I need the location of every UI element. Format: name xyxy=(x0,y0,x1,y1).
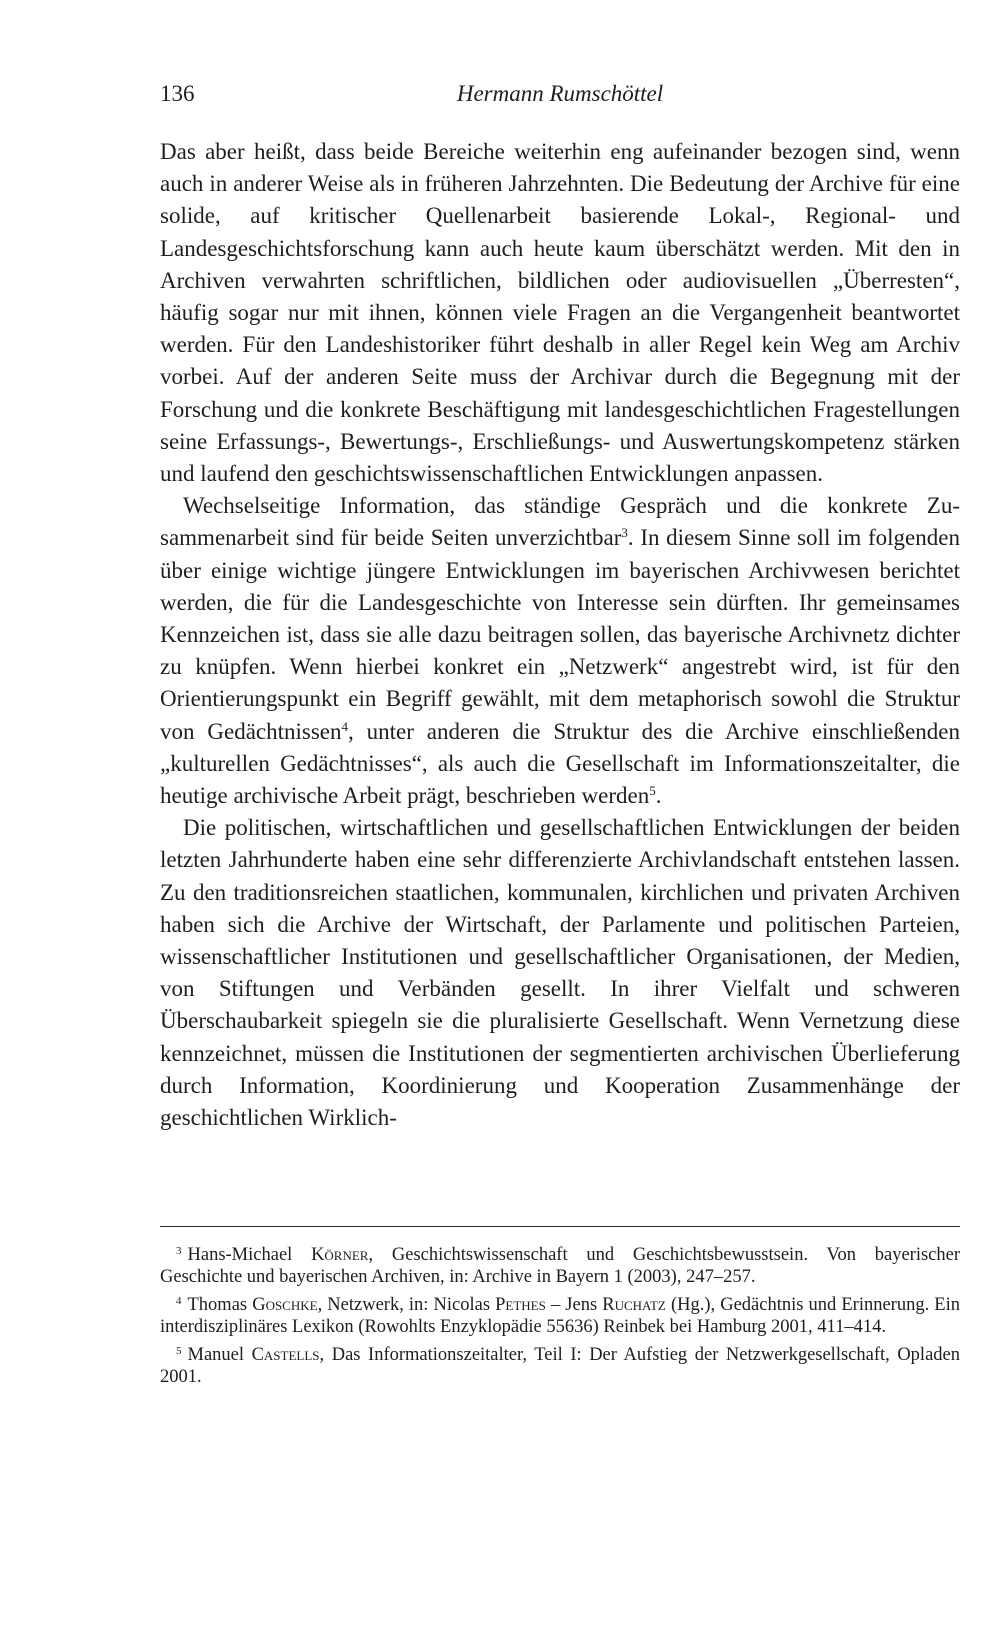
footnote-text: (Hg.), Gedächtnis und Erinnerung. Ein interdisziplinäres Lexikon (Rowohlts Enzyklopädie 55636) Reinbek bei Hamburg 2001, 411–414. xyxy=(160,1295,960,1337)
body-text xyxy=(160,136,960,1134)
page-header xyxy=(160,74,960,114)
footnote-text: Thomas xyxy=(187,1295,253,1315)
footnote-4 xyxy=(160,1290,960,1338)
footnote-author: Goschke xyxy=(252,1295,318,1315)
footnote-ref-3[interactable]: 3 xyxy=(621,525,628,541)
footnote-5 xyxy=(160,1340,960,1388)
paragraph-2-text-b: . In diesem Sinne soll im folgenden über einige wichtige jüngere Entwicklungen im bayerischen Archivwesen berichtet werden, die für die Landesgeschichte von Interesse sein dürften. Ihr gemeinsames Kennzeichen ist, dass sie alle dazu beitragen sollen, das bayerische Archivnetz dichter zu knüpfen. Wenn hierbei konkret ein „Netzwerk“ angestrebt wird, ist für den Orientierungspunkt ein Begriff gewählt, mit dem metaphorisch sowohl die Struktur von Gedächtnissen xyxy=(160,525,960,744)
footnote-ref-4[interactable]: 4 xyxy=(341,718,348,734)
footnote-mark: 4 xyxy=(176,1295,182,1307)
paragraph-2-text-d: . xyxy=(655,783,662,809)
footnote-author: Pethes xyxy=(495,1295,546,1315)
paragraph-1: Das aber heißt, dass beide Bereiche weiterhin eng aufeinander bezogen sind, wenn auch in anderer Weise als in früheren Jahrzehnten. Die Bedeutung der Archive für eine solide, auf kritischer Quellenarbeit basierende Lokal-, Regional- und Landesgeschichtsforschung kann auch heute kaum überschätzt werden. Mit den in Archiven verwahrten schriftlichen, bildlichen oder audiovisuellen „Überresten“, häufig sogar nur mit ihnen, können viele Fragen an die Vergangenheit beantwortet werden. Für den Landeshistoriker führt deshalb in aller Regel kein Weg am Archiv vorbei. Auf der anderen Seite muss der Archivar durch die Begegnung mit der Forschung und die konkrete Beschäftigung mit landesgeschichtlichen Fragestellungen seine Erfassungs-, Bewertungs-, Erschließungs- und Auswertungskompetenz stärken und laufend den geschichtswissenschaftlichen Entwicklungen anpassen. xyxy=(160,139,960,487)
footnote-3 xyxy=(160,1240,960,1288)
footnote-text: , Geschichtswissenschaft und Geschichtsbewusstsein. Von bayerischer Geschichte und bayerischen Archiven, in: Archive in Bayern 1 (2003), 247–257. xyxy=(160,1245,960,1287)
footnote-text: , Das Informationszeitalter, Teil I: Der Aufstieg der Netzwerkgesellschaft, Opladen 2001. xyxy=(160,1345,960,1387)
footnote-text: , Netzwerk, in: Nicolas xyxy=(317,1295,496,1315)
running-head: Hermann Rumschöttel xyxy=(456,81,664,106)
footnote-mark: 3 xyxy=(176,1245,182,1257)
paragraph-2-text-a: Wechselseitige Information, das ständige Gespräch und die konkrete Zusammenarbeit sind für beide Seiten unverzichtbar xyxy=(160,493,960,551)
paragraph-3: Die politischen, wirtschaftlichen und gesellschaftlichen Entwicklungen der beiden letzten Jahrhunderte haben eine sehr differenzierte Archivlandschaft entstehen lassen. Zu den traditionsreichen staatlichen, kommunalen, kirchlichen und privaten Archiven haben sich die Archive der Wirtschaft, der Parlamente und politischen Parteien, wissenschaftlicher Institutionen und gesellschaftlicher Organisationen, der Medien, von Stiftungen und Verbänden gesellt. In ihrer Vielfalt und schweren Überschaubarkeit spiegeln sie die pluralisierte Gesellschaft. Wenn Vernetzung diese kennzeichnet, müssen die Institutionen der segmentierten archivischen Überlieferung durch Information, Koordinierung und Kooperation Zusammenhänge der geschichtlichen Wirklich- xyxy=(160,815,960,1131)
paragraph-2 xyxy=(160,490,960,812)
footnote-author: Castells xyxy=(251,1345,320,1365)
footnote-author: Ruchatz xyxy=(602,1295,666,1315)
footnote-text: Manuel xyxy=(187,1345,252,1365)
footnote-text: – Jens xyxy=(545,1295,603,1315)
page-number: 136 xyxy=(160,81,195,106)
paragraph-2-text-c: , unter anderen die Struktur des die Archive einschließenden „kulturellen Gedächtnisses“, als auch die Gesellschaft im Informationszeitalter, die heutige archivische Arbeit prägt, beschrieben werden xyxy=(160,718,960,809)
footnote-text: Hans-Michael xyxy=(187,1245,312,1265)
footnote-author: Körner xyxy=(311,1245,369,1265)
footnotes xyxy=(160,1240,960,1390)
footnote-mark: 5 xyxy=(176,1345,182,1357)
footnote-divider xyxy=(160,1226,960,1227)
footnote-ref-5[interactable]: 5 xyxy=(649,783,656,799)
